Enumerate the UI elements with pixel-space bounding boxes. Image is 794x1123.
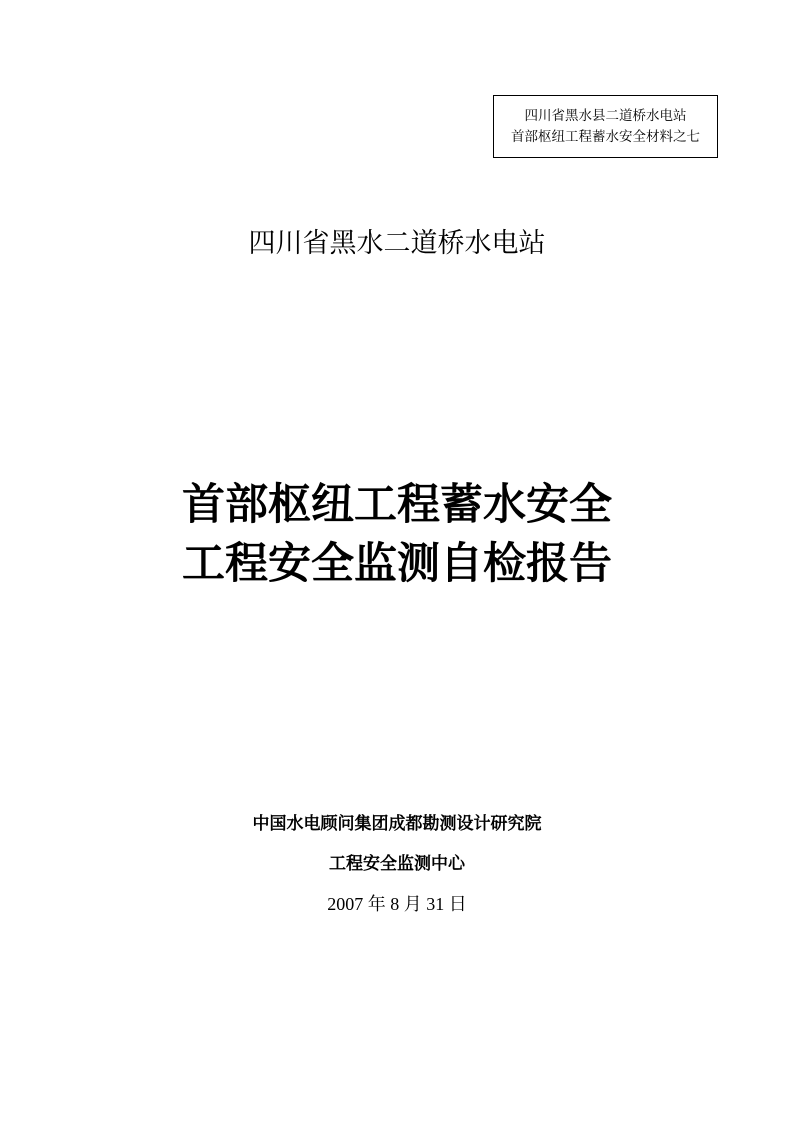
report-date: 2007 年 8 月 31 日: [327, 894, 467, 914]
report-title: [0, 476, 794, 594]
label-box-line-project: 四川省黑水县二道桥水电站: [524, 108, 687, 124]
organization-block: [0, 812, 794, 916]
center-name: 工程安全监测中心: [329, 854, 465, 874]
report-title-line-1: 首部枢纽工程蓄水安全: [182, 480, 612, 530]
institute-name: 中国水电顾问集团成都勘测设计研究院: [252, 814, 542, 834]
label-box-line-material: 首部枢纽工程蓄水安全材料之七: [511, 129, 700, 145]
document-label-box: [493, 95, 718, 158]
station-title: 四川省黑水二道桥水电站: [248, 228, 546, 259]
report-title-line-2: 工程安全监测自检报告: [182, 539, 612, 589]
